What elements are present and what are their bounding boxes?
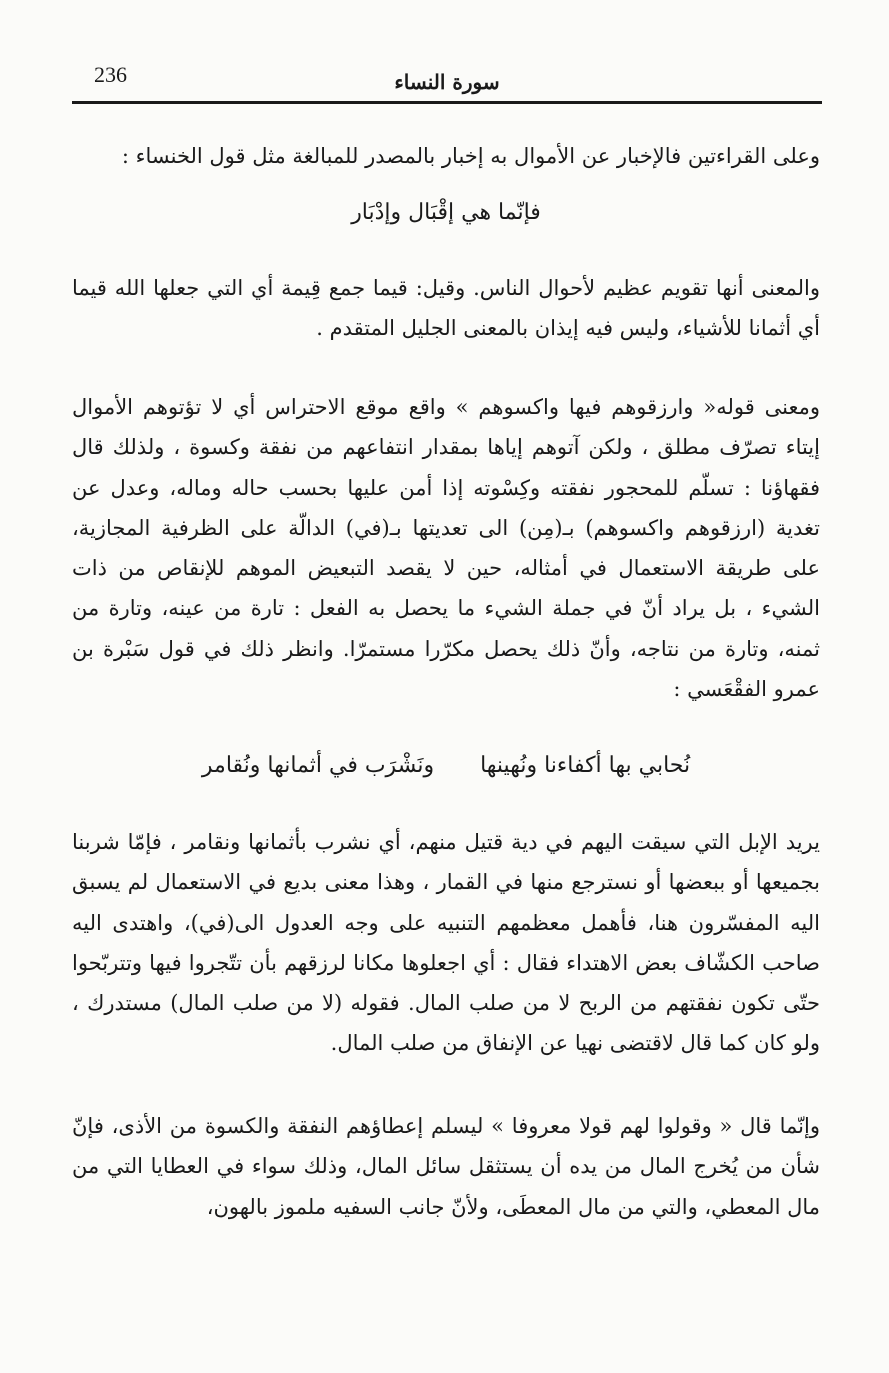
paragraph-1: وعلى القراءتين فالإخبار عن الأموال به إخبار بالمصدر للمبالغة مثل قول الخنساء : <box>121 144 820 168</box>
paragraph-2: والمعنى أنها تقويم عظيم لأحوال الناس. وقيل: قيما جمع قِيمة أي التي جعلها الله قيما أي أثمانا للأشياء، وليس فيه إيذان بالمعنى الجليل المتقدم . <box>72 276 820 341</box>
verse-sabra <box>72 746 820 786</box>
paragraph-3: ومعنى قوله« وارزقوهم فيها واكسوهم » واقع موقع الاحتراس أي لا تؤتوهم الأموال إيتاء تصرّف مطلق ، ولكن آتوهم إياها بمقدار انتفاعهم من نفقة وكسوة ، ولذلك قال فقهاؤنا : تسلّم للمحجور نفقته وكِسْوته إذا أمن عليها بحسب حاله وماله، وعدل عن تغدية (ارزقوهم واكسوهم) بـ(مِن) الى تعديتها بـ(في) الدالّة على الظرفية المجازية، على طريقة الاستعمال في أمثاله، حين لا يقصد التبعيض الموهم للإنقاص من ذات الشيء ، بل يراد أنّ في جملة الشيء ما يحصل به الفعل : تارة من عينه، وتارة من ثمنه، وتارة من نتاجه، وأنّ ذلك يحصل مكرّرا مستمرّا. وانظر ذلك في قول سَبْرة بن عمرو الفقْعَسي : <box>72 395 820 702</box>
header-rule <box>72 101 822 104</box>
page-header <box>72 58 822 100</box>
verse-sabra-hemistich-2: ونَشْرَب في أثمانها ونُقامر <box>201 753 435 778</box>
verse-sabra-hemistich-1: نُحابي بها أكفاءنا ونُهينها <box>480 753 691 778</box>
running-title: سورة النساء <box>394 70 500 94</box>
paragraph-4: يريد الإبل التي سيقت اليهم في دية قتيل منهم، أي نشرب بأثمانها ونقامر ، فإمّا شربنا بجميعها أو ببعضها أو نسترجع منها في القمار ، وهذا معنى بديع في الاستعمال لم يسبق اليه المفسّرون هنا، فأهمل معظمهم التنبيه على وجه العدول الى(في)، واهتدى اليه صاحب الكشّاف بعض الاهتداء فقال : أي اجعلوها مكانا لرزقهم بأن تتّجروا فيها وتتربّحوا حتّى تكون نفقتهم من الربح لا من صلب المال. فقوله (لا من صلب المال) مستدرك ، ولو كان كما قال لاقتضى نهيا عن الإنفاق من صلب المال. <box>72 830 820 1056</box>
verse-khansa <box>72 193 820 233</box>
paragraph-5: وإنّما قال « وقولوا لهم قولا معروفا » ليسلم إعطاؤهم النفقة والكسوة من الأذى، فإنّ شأن من يُخرج المال من يده أن يستثقل سائل المال، وذلك سواء في العطايا التي من مال المعطي، والتي من مال المعطَى، ولأنّ جانب السفيه ملموز بالهون، <box>72 1114 820 1219</box>
verse-khansa-hemistich-1: فإنّما هي إقْبَال وإدْبَار <box>351 200 541 225</box>
page-number: 236 <box>94 62 127 87</box>
